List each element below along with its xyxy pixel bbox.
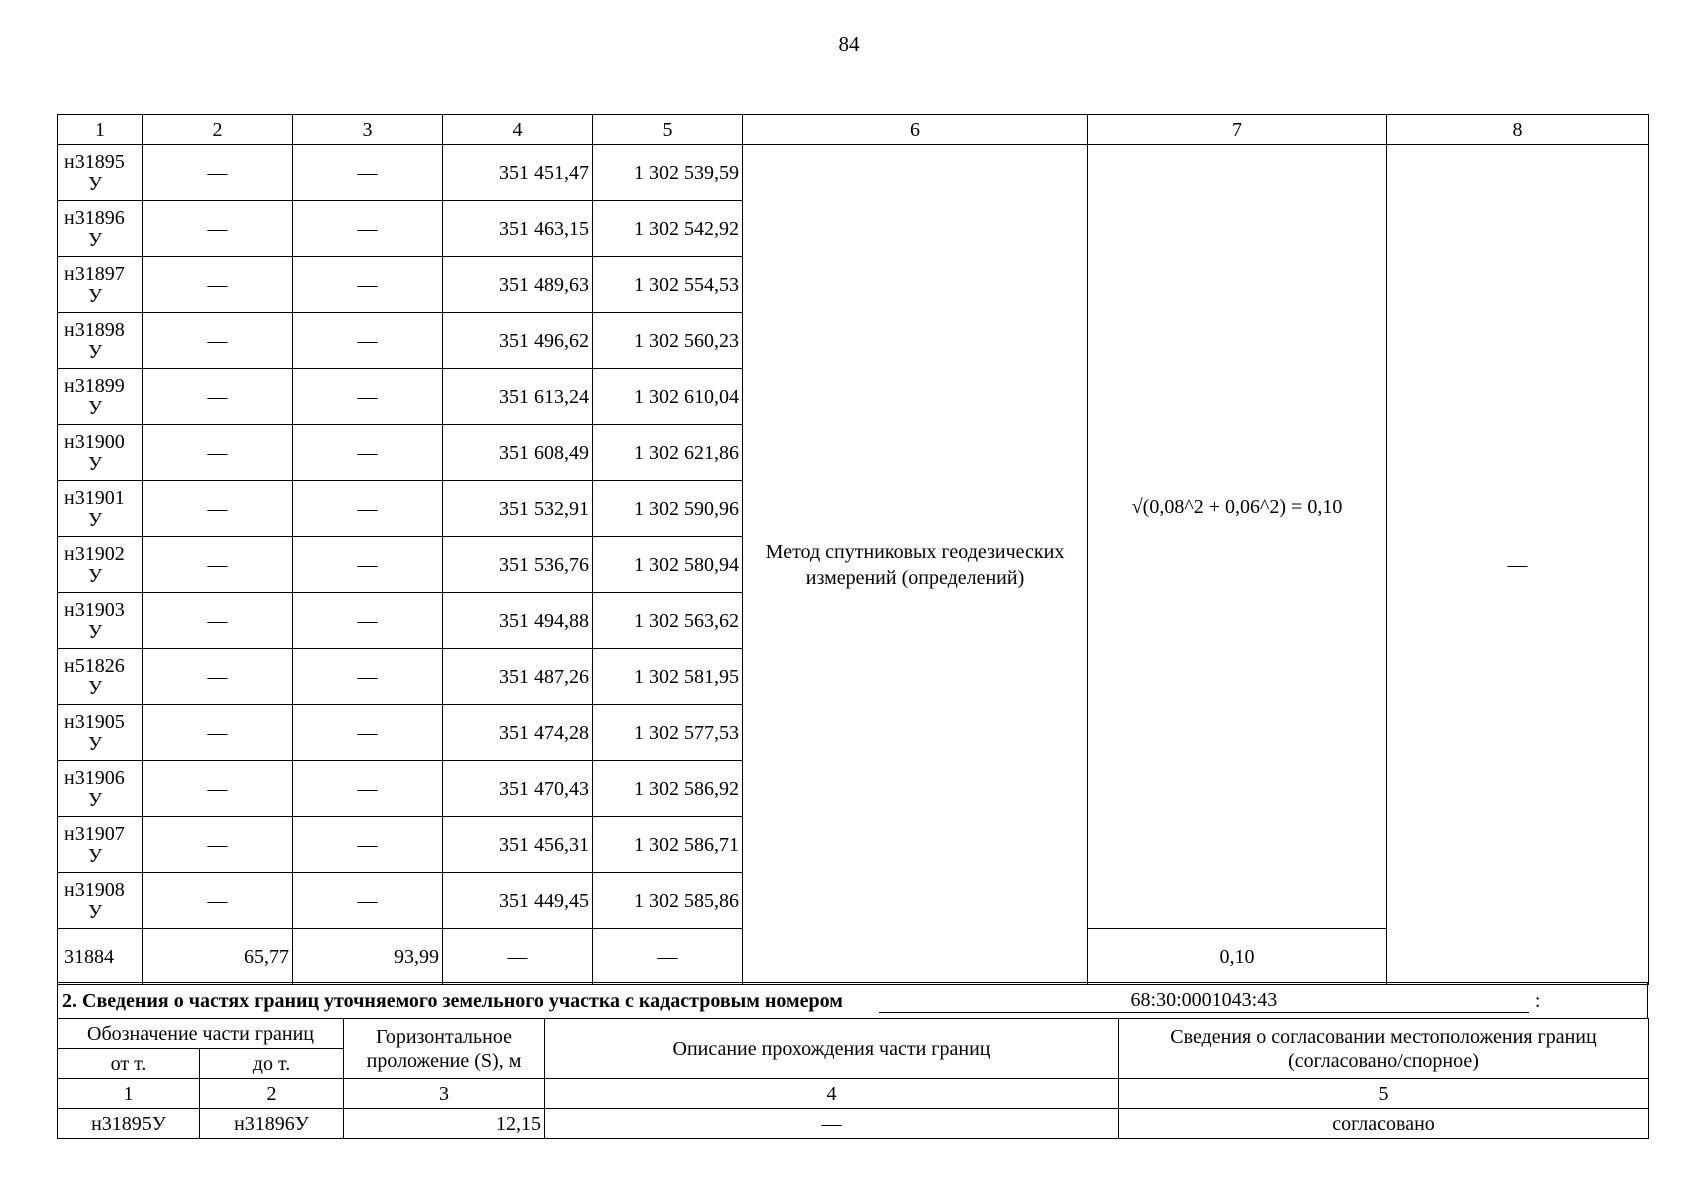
point-name-line1: н31902 [64, 542, 125, 565]
col-number: 8 [1387, 115, 1649, 145]
point-name-line1: н31895 [64, 150, 125, 173]
part-from: н31895У [58, 1109, 200, 1139]
col2-value: — [143, 593, 293, 649]
x-coordinate: 351 494,88 [443, 593, 593, 649]
point-name [58, 313, 143, 369]
header-from: от т. [58, 1049, 200, 1079]
y-coordinate: 1 302 563,62 [593, 593, 743, 649]
col-number: 6 [743, 115, 1088, 145]
x-coordinate: 351 532,91 [443, 481, 593, 537]
point-name [58, 481, 143, 537]
point-name [58, 761, 143, 817]
col2-value: — [143, 313, 293, 369]
point-name-line1: н31905 [64, 710, 125, 733]
point-name [58, 873, 143, 929]
col3-value: — [293, 761, 443, 817]
point-name-line1: н31901 [64, 486, 125, 509]
col3-value: — [293, 425, 443, 481]
col3-value: 93,99 [293, 929, 443, 985]
header-horizontal: Горизонтальное проложение (S), м [344, 1019, 545, 1079]
point-name-line2: У [88, 396, 103, 419]
col2-value: — [143, 705, 293, 761]
point-name-line1: н51826 [64, 654, 125, 677]
col7-value: 0,10 [1088, 929, 1387, 985]
col8-value: — [1387, 145, 1649, 985]
point-name [58, 257, 143, 313]
x-coordinate: 351 470,43 [443, 761, 593, 817]
point-name-line1: н31906 [64, 766, 125, 789]
col2-value: — [143, 649, 293, 705]
point-name [58, 201, 143, 257]
part-length: 12,15 [344, 1109, 545, 1139]
point-name-line2: У [88, 452, 103, 475]
col3-value: — [293, 201, 443, 257]
col2-value: — [143, 537, 293, 593]
accuracy-formula: √(0,08^2 + 0,06^2) = 0,10 [1088, 145, 1387, 929]
col2-value: — [143, 817, 293, 873]
header-agreement: Сведения о согласовании местоположения границ (согласовано/спорное) [1119, 1019, 1649, 1079]
col3-value: — [293, 705, 443, 761]
section2-colon: : [1534, 989, 1541, 1012]
point-name-line1: н31907 [64, 822, 125, 845]
section2-header [57, 982, 1648, 1019]
y-coordinate: 1 302 539,59 [593, 145, 743, 201]
col-number: 5 [1119, 1079, 1649, 1109]
y-coordinate: 1 302 542,92 [593, 201, 743, 257]
column-number-row [58, 115, 1649, 145]
col2-value: — [143, 257, 293, 313]
y-coordinate: 1 302 621,86 [593, 425, 743, 481]
point-name-line1: н31896 [64, 206, 125, 229]
point-name [58, 369, 143, 425]
col3-value: — [293, 313, 443, 369]
col3-value: — [293, 145, 443, 201]
x-coordinate: 351 456,31 [443, 817, 593, 873]
col2-value: — [143, 761, 293, 817]
col-number: 4 [443, 115, 593, 145]
y-coordinate: 1 302 554,53 [593, 257, 743, 313]
section2-title-cell [58, 983, 1648, 1019]
parts-column-number-row [58, 1079, 1649, 1109]
col2-value: — [143, 201, 293, 257]
point-name-line2: У [88, 844, 103, 867]
point-name [58, 649, 143, 705]
col3-value: — [293, 537, 443, 593]
col3-value: — [293, 593, 443, 649]
point-name-line1: н31897 [64, 262, 125, 285]
col3-value: — [293, 817, 443, 873]
col-number: 3 [344, 1079, 545, 1109]
col-number: 5 [593, 115, 743, 145]
point-name-line2: У [88, 284, 103, 307]
col-number: 3 [293, 115, 443, 145]
boundary-parts-table [57, 1018, 1649, 1139]
method-cell: Метод спутниковых геодезических измерений (определений) [743, 145, 1088, 985]
col-number: 1 [58, 1079, 200, 1109]
y-coordinate: 1 302 586,71 [593, 817, 743, 873]
point-name-line2: У [88, 564, 103, 587]
point-name-line2: У [88, 788, 103, 811]
point-name-line1: н31900 [64, 430, 125, 453]
x-coordinate: 351 608,49 [443, 425, 593, 481]
x-coordinate: 351 613,24 [443, 369, 593, 425]
part-agreement: согласовано [1119, 1109, 1649, 1139]
y-coordinate: 1 302 585,86 [593, 873, 743, 929]
part-description: — [545, 1109, 1119, 1139]
parts-header-row [58, 1019, 1649, 1049]
col3-value: — [293, 649, 443, 705]
col3-value: — [293, 257, 443, 313]
point-name-line2: У [88, 620, 103, 643]
point-name [58, 593, 143, 649]
x-coordinate: 351 496,62 [443, 313, 593, 369]
x-coordinate: 351 449,45 [443, 873, 593, 929]
coordinates-table [57, 114, 1649, 985]
col3-value: — [293, 873, 443, 929]
point-name-line2: У [88, 732, 103, 755]
col2-value: — [143, 369, 293, 425]
point-name-line2: У [88, 900, 103, 923]
point-name [58, 817, 143, 873]
page-number: 84 [838, 32, 860, 56]
y-coordinate: — [593, 929, 743, 985]
point-name-line1: н31908 [64, 878, 125, 901]
x-coordinate: 351 489,63 [443, 257, 593, 313]
point-name-line1: н31898 [64, 318, 125, 341]
cadastral-number: 68:30:0001043:43 [879, 988, 1529, 1013]
y-coordinate: 1 302 586,92 [593, 761, 743, 817]
point-name: 31884 [58, 929, 143, 985]
section2-title: 2. Сведения о частях границ уточняемого земельного участка с кадастровым номером [62, 989, 843, 1012]
x-coordinate: 351 474,28 [443, 705, 593, 761]
y-coordinate: 1 302 590,96 [593, 481, 743, 537]
col2-value: 65,77 [143, 929, 293, 985]
table-row [58, 1109, 1649, 1139]
point-name [58, 145, 143, 201]
header-description: Описание прохождения части границ [545, 1019, 1119, 1079]
part-to: н31896У [200, 1109, 344, 1139]
point-name-line2: У [88, 172, 103, 195]
y-coordinate: 1 302 581,95 [593, 649, 743, 705]
point-name [58, 425, 143, 481]
col3-value: — [293, 481, 443, 537]
y-coordinate: 1 302 560,23 [593, 313, 743, 369]
col2-value: — [143, 481, 293, 537]
point-name-line1: н31903 [64, 598, 125, 621]
header-part-designation: Обозначение части границ [58, 1019, 344, 1049]
point-name [58, 705, 143, 761]
point-name-line2: У [88, 508, 103, 531]
point-name-line2: У [88, 340, 103, 363]
x-coordinate: 351 487,26 [443, 649, 593, 705]
x-coordinate: — [443, 929, 593, 985]
col-number: 7 [1088, 115, 1387, 145]
table-row [58, 145, 1649, 201]
point-name-line1: н31899 [64, 374, 125, 397]
col3-value: — [293, 369, 443, 425]
point-name-line2: У [88, 228, 103, 251]
col-number: 2 [200, 1079, 344, 1109]
col-number: 4 [545, 1079, 1119, 1109]
x-coordinate: 351 463,15 [443, 201, 593, 257]
y-coordinate: 1 302 577,53 [593, 705, 743, 761]
col2-value: — [143, 145, 293, 201]
point-name-line2: У [88, 676, 103, 699]
col2-value: — [143, 425, 293, 481]
y-coordinate: 1 302 580,94 [593, 537, 743, 593]
col-number: 1 [58, 115, 143, 145]
y-coordinate: 1 302 610,04 [593, 369, 743, 425]
col2-value: — [143, 873, 293, 929]
header-to: до т. [200, 1049, 344, 1079]
x-coordinate: 351 451,47 [443, 145, 593, 201]
col-number: 2 [143, 115, 293, 145]
x-coordinate: 351 536,76 [443, 537, 593, 593]
point-name [58, 537, 143, 593]
